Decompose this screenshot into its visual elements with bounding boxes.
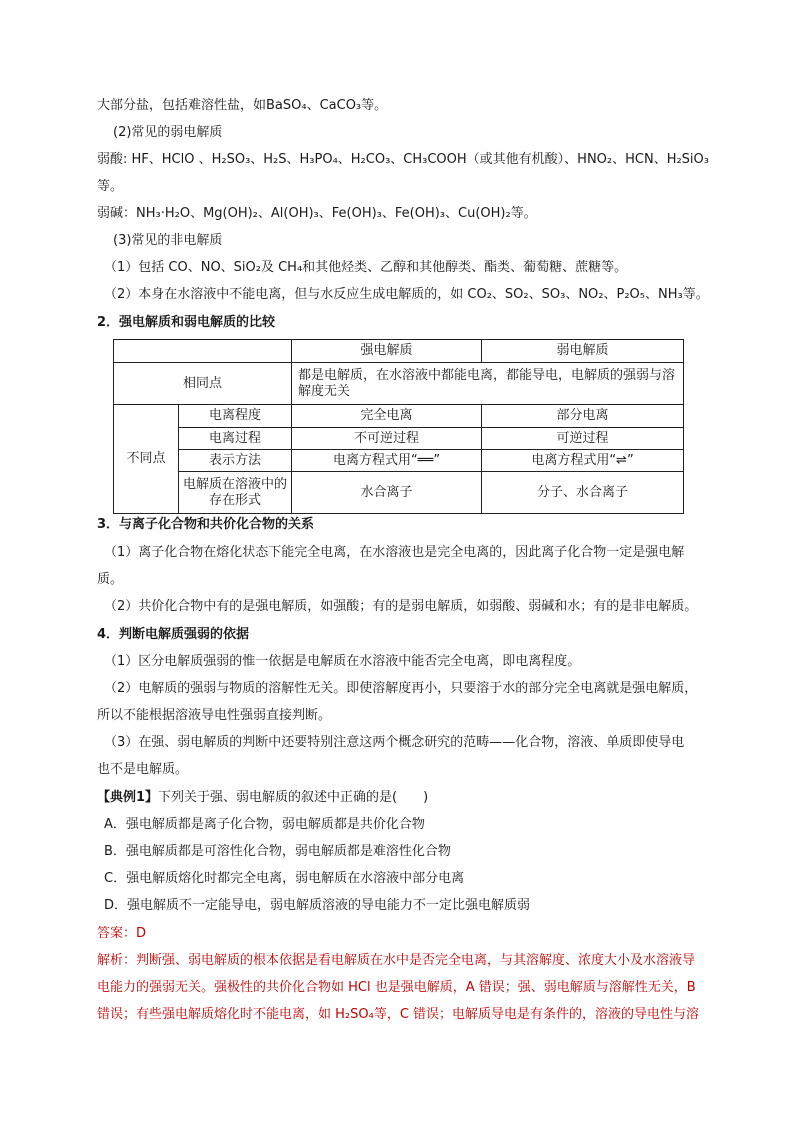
section-2-heading: 2．强电解质和弱电解质的比较 <box>97 315 276 330</box>
header-weak: 弱电解质 <box>482 340 684 363</box>
section-3-para-2: （2）共价化合物中有的是强电解质，如强酸；有的是弱电解质，如弱酸、弱碱和水；有的是非电解质。 <box>104 599 698 614</box>
section-4-para-3-cont: 也不是电解质。 <box>97 762 189 777</box>
explanation-line-2: 电能力的强弱无关。强极性的共价化合物如 HCl 也是强电解质，A 错误；强、弱电解质与溶解性无关，B <box>97 980 696 995</box>
weak-acids-line: 弱酸: HF、HClO 、H₂SO₃、H₂S、H₃PO₄、H₂CO₃、CH₃COOH（或其他有机酸）、HNO₂、HCN、H₂SiO₃ <box>97 152 709 167</box>
section-3-para-1: （1）离子化合物在熔化状态下能完全电离，在水溶液也是完全电离的，因此离子化合物一定是强电解 <box>104 545 685 560</box>
example-question-text: 下列关于强、弱电解质的叙述中正确的是( ) <box>158 790 429 805</box>
nonelectrolytes-item-1: （1）包括 CO、NO、SiO₂及 CH₄和其他烃类、乙醇和其他醇类、酯类、葡萄糖、蔗糖等。 <box>104 260 628 275</box>
section-3-heading: 3．与离子化合物和共价化合物的关系 <box>97 517 315 532</box>
nonelectrolytes-heading: (3)常见的非电解质 <box>113 233 223 248</box>
section-3-para-1-cont: 质。 <box>97 572 124 587</box>
option-a: A．强电解质都是离子化合物，弱电解质都是共价化合物 <box>104 817 425 832</box>
section-4-para-3: （3）在强、弱电解质的判断中还要特别注意这两个概念研究的范畴——化合物，溶液、单质即使导电 <box>104 735 685 750</box>
section-4-para-1: （1）区分电解质强弱的惟一依据是电解质在水溶液中能否完全电离，即电离程度。 <box>104 654 581 669</box>
cell-weak: 电离方程式用“⇌” <box>482 450 684 472</box>
explanation-line-1: 解析：判断强、弱电解质的根本依据是看电解质在水中是否完全电离，与其溶解度、浓度大小及水溶液导 <box>97 953 696 968</box>
cell-weak: 部分电离 <box>482 405 684 428</box>
example-tag: 【典例1】 <box>97 790 159 805</box>
table-header-row <box>114 340 684 363</box>
option-c: C．强电解质熔化时都完全电离，弱电解质在水溶液中部分电离 <box>104 871 465 886</box>
comparison-table <box>113 339 684 514</box>
row-label: 表示方法 <box>179 450 292 472</box>
nonelectrolytes-item-2: （2）本身在水溶液中不能电离，但与水反应生成电解质的，如 CO₂、SO₂、SO₃、NO₂、P₂O₅、NH₃等。 <box>104 287 709 302</box>
row-label: 电离程度 <box>179 405 292 428</box>
section-4-heading: 4．判断电解质强弱的依据 <box>97 627 250 642</box>
same-text: 都是电解质，在水溶液中都能电离，都能导电，电解质的强弱与溶解度无关 <box>292 363 684 405</box>
diff-label: 不同点 <box>114 405 179 514</box>
cell-weak: 可逆过程 <box>482 428 684 450</box>
header-strong: 强电解质 <box>292 340 482 363</box>
table-row <box>114 450 684 472</box>
weak-electrolytes-heading: (2)常见的弱电解质 <box>113 125 223 140</box>
table-corner-cell <box>114 340 292 363</box>
cell-strong: 完全电离 <box>292 405 482 428</box>
cell-weak: 分子、水合离子 <box>482 472 684 514</box>
section-4-para-2: （2）电解质的强弱与物质的溶解性无关。即使溶解度再小，只要溶于水的部分完全电离就是强电解质， <box>104 681 698 696</box>
table-row <box>114 472 684 514</box>
table-row-same <box>114 363 684 405</box>
option-d: D．强电解质不一定能导电，弱电解质溶液的导电能力不一定比强电解质弱 <box>104 898 531 913</box>
answer-line: 答案：D <box>97 926 147 941</box>
cell-strong: 水合离子 <box>292 472 482 514</box>
explanation-line-3: 错误；有些强电解质熔化时不能电离，如 H₂SO₄等，C 错误；电解质导电是有条件的，溶液的导电性与溶 <box>97 1007 700 1022</box>
weak-acids-line-cont: 等。 <box>97 179 124 194</box>
table-row <box>114 428 684 450</box>
cell-strong: 电离方程式用“══” <box>292 450 482 472</box>
section-4-para-2-cont: 所以不能根据溶液导电性强弱直接判断。 <box>97 708 332 723</box>
weak-bases-line: 弱碱：NH₃·H₂O、Mg(OH)₂、Al(OH)₃、Fe(OH)₃、Fe(OH)₃、Cu(OH)₂等。 <box>97 206 537 221</box>
cell-strong: 不可逆过程 <box>292 428 482 450</box>
same-label: 相同点 <box>114 363 292 405</box>
option-b: B．强电解质都是可溶性化合物，弱电解质都是难溶性化合物 <box>104 844 451 859</box>
example-question <box>97 789 428 806</box>
row-label: 电解质在溶液中的存在形式 <box>179 472 292 514</box>
salts-line: 大部分盐，包括难溶性盐，如BaSO₄、CaCO₃等。 <box>97 98 388 113</box>
row-label: 电离过程 <box>179 428 292 450</box>
table-row <box>114 405 684 428</box>
